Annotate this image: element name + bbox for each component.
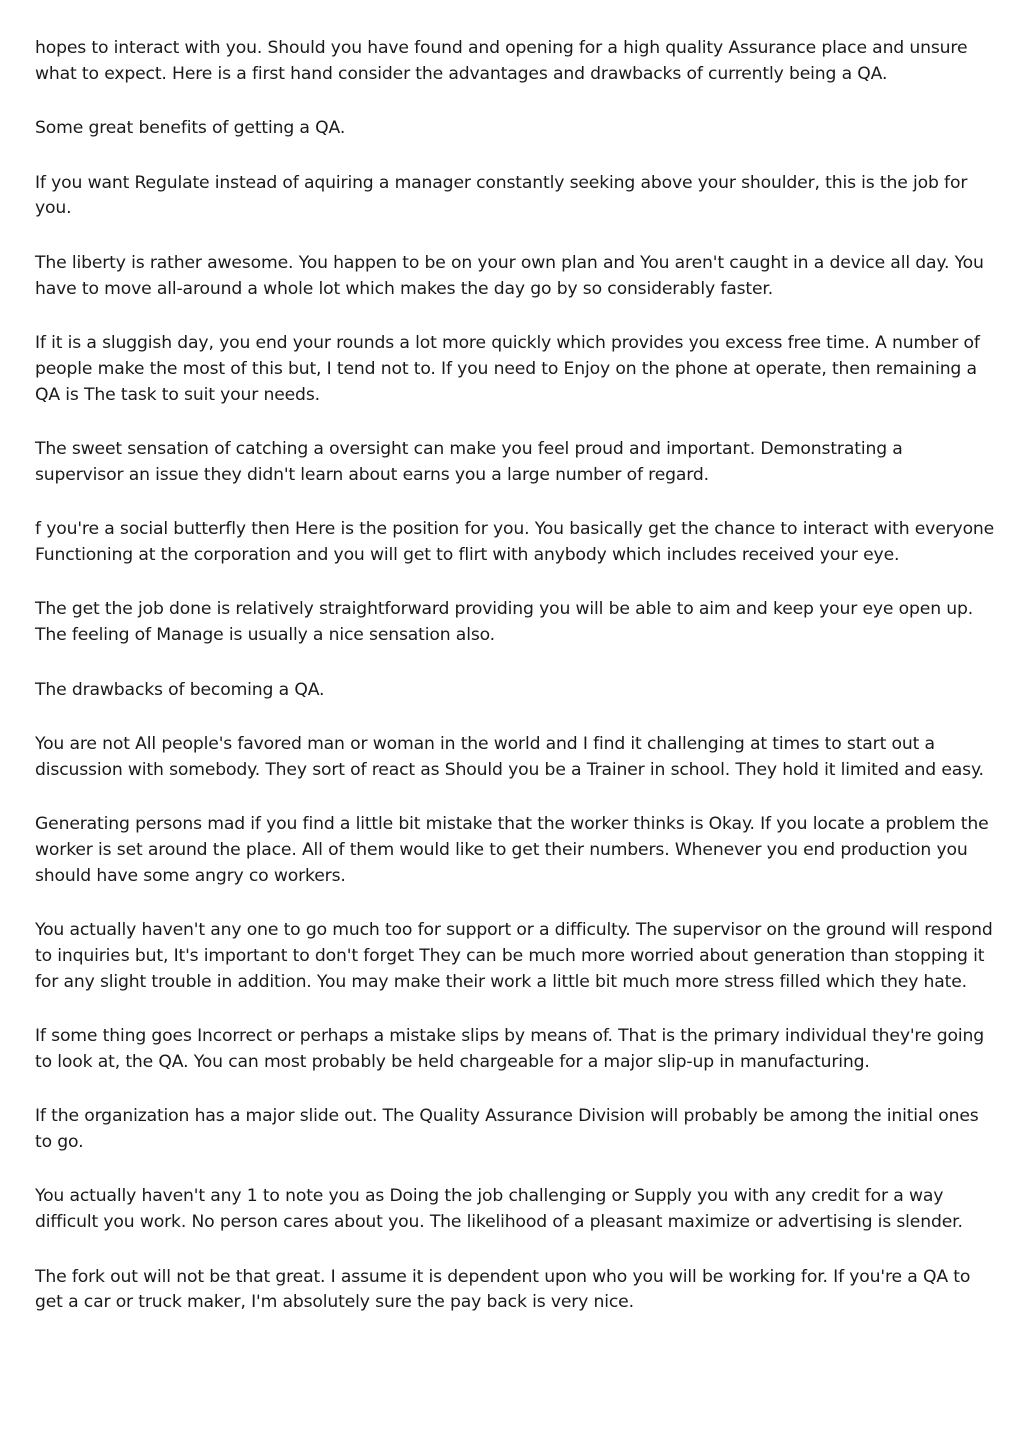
paragraph-pay: The fork out will not be that great. I assume it is dependent upon who you will be working for. If you're a QA to get a car or truck maker, I'm absolutely sure the pay back is very nice.: [35, 1266, 971, 1313]
paragraph-liberty: The liberty is rather awesome. You happen to be on your own plan and You aren't caught in a device all day. You have to move all-around a whole lot which makes the day go by so considerably faster.: [35, 252, 984, 299]
paragraph-social-butterfly: f you're a social butterfly then Here is the position for you. You basically get the chance to interact with everyone Functioning at the corporation and you will get to flirt with anybody which includes received your eye.: [35, 519, 995, 565]
paragraph-sluggish-day: If it is a sluggish day, you end your rounds a lot more quickly which provides you excess free time. A number of people make the most of this but, I tend not to. If you need to Enjoy on the phone at operate, then remaining a QA is The task to suit your needs.: [35, 332, 980, 405]
paragraph-regulate: If you want Regulate instead of aquiring a manager constantly seeking above your shoulder, this is the job for you.: [35, 172, 968, 219]
paragraph-benefits-heading: Some great benefits of getting a QA.: [35, 118, 346, 139]
paragraph-intro: hopes to interact with you. Should you have found and opening for a high quality Assurance place and unsure what to expect. Here is a first hand consider the advantages and drawbacks of currently being a QA.: [35, 38, 968, 84]
paragraph-making-mad: Generating persons mad if you find a little bit mistake that the worker thinks is Okay. If you locate a problem the worker is set around the place. All of them would like to get their numbers. Whenever you end production you should have some angry co workers.: [35, 814, 989, 886]
document-page: [35, 36, 995, 1345]
paragraph-drawbacks-heading: The drawbacks of becoming a QA.: [35, 679, 325, 700]
paragraph-mistake-slips: If some thing goes Incorrect or perhaps a mistake slips by means of. That is the primary individual they're going to look at, the QA. You can most probably be held chargeable for a major slip-up in manufacturing.: [35, 1026, 984, 1072]
paragraph-not-favored: You are not All people's favored man or woman in the world and I find it challenging at times to start out a discussion with somebody. They sort of react as Should you be a Trainer in school. They hold it limited and easy.: [35, 733, 984, 780]
paragraph-sweet-sensation: The sweet sensation of catching a oversight can make you feel proud and important. Demonstrating a supervisor an issue they didn't learn about earns you a large number of regard.: [35, 438, 903, 485]
paragraph-slide-out: If the organization has a major slide out. The Quality Assurance Division will probably be among the initial ones to go.: [35, 1106, 979, 1153]
paragraph-no-support: You actually haven't any one to go much too for support or a difficulty. The supervisor on the ground will respond to inquiries but, It's important to don't forget They can be much more worried about generation than stopping it for any slight trouble in addition. You may make their work a little bit much more stress filled which they hate.: [35, 920, 993, 992]
paragraph-no-credit: You actually haven't any 1 to note you as Doing the job challenging or Supply you with any credit for a way difficult you work. No person cares about you. The likelihood of a pleasant maximize or advertising is slender.: [35, 1186, 963, 1233]
paragraph-straightforward: The get the job done is relatively straightforward providing you will be able to aim and keep your eye open up. The feeling of Manage is usually a nice sensation also.: [35, 599, 974, 646]
